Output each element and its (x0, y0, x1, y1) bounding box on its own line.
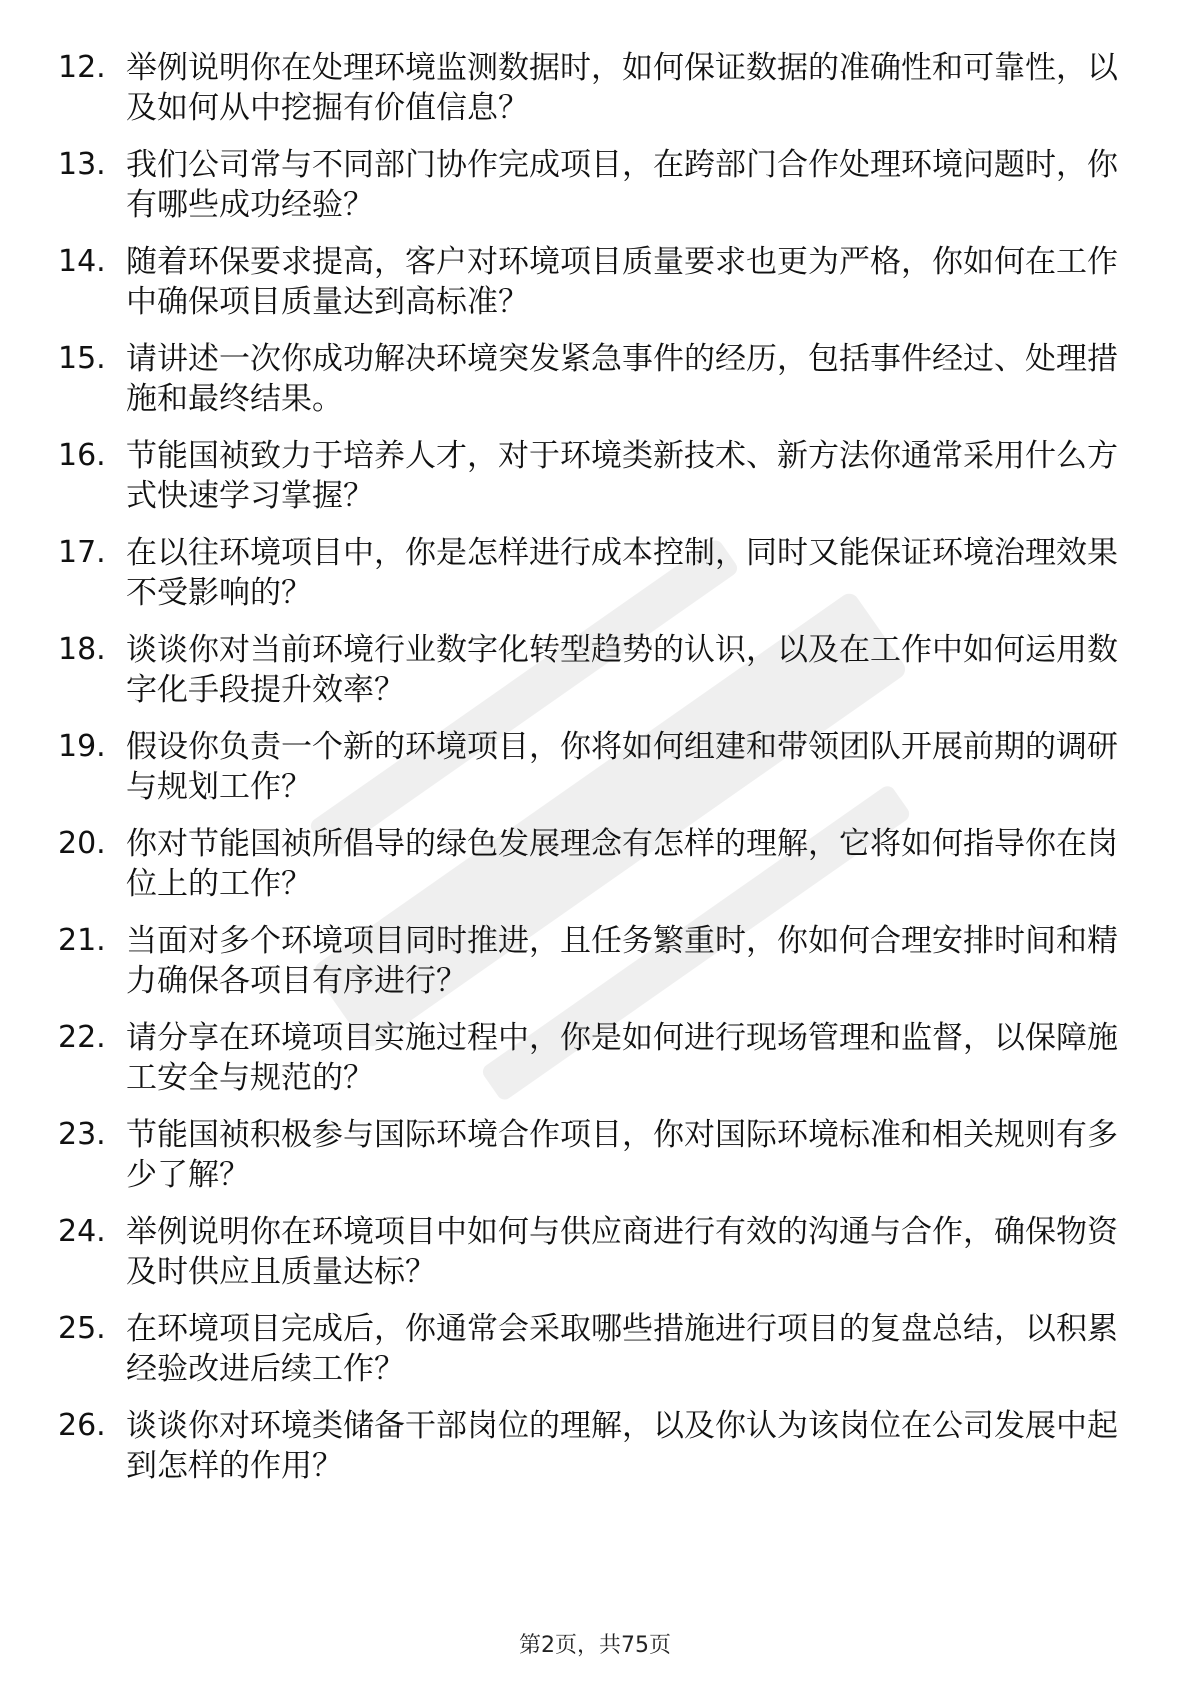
question-text: 请讲述一次你成功解决环境突发紧急事件的经历，包括事件经过、处理措施和最终结果。 (126, 341, 1118, 417)
question-text: 我们公司常与不同部门协作完成项目，在跨部门合作处理环境问题时，你有哪些成功经验？ (126, 147, 1118, 223)
list-item (0, 824, 1190, 921)
question-number: 16. (58, 438, 106, 473)
question-number: 15. (58, 341, 106, 376)
question-number: 23. (58, 1117, 106, 1152)
question-list (0, 48, 1190, 1503)
question-text: 举例说明你在环境项目中如何与供应商进行有效的沟通与合作，确保物资及时供应且质量达标？ (126, 1214, 1118, 1290)
list-item (0, 1018, 1190, 1115)
list-item (0, 48, 1190, 145)
list-item (0, 1406, 1190, 1503)
question-text: 谈谈你对当前环境行业数字化转型趋势的认识，以及在工作中如何运用数字化手段提升效率？ (126, 632, 1118, 708)
list-item (0, 921, 1190, 1018)
list-item (0, 145, 1190, 242)
list-item (0, 1309, 1190, 1406)
question-number: 17. (58, 535, 106, 570)
list-item (0, 533, 1190, 630)
question-number: 14. (58, 244, 106, 279)
question-text: 你对节能国祯所倡导的绿色发展理念有怎样的理解，它将如何指导你在岗位上的工作？ (126, 826, 1118, 902)
page-footer: 第2页，共75页 (519, 1633, 671, 1658)
question-text: 在环境项目完成后，你通常会采取哪些措施进行项目的复盘总结，以积累经验改进后续工作？ (126, 1311, 1118, 1387)
question-text: 当面对多个环境项目同时推进，且任务繁重时，你如何合理安排时间和精力确保各项目有序进行？ (126, 923, 1118, 999)
question-number: 22. (58, 1020, 106, 1055)
question-number: 20. (58, 826, 106, 861)
question-number: 19. (58, 729, 106, 764)
list-item (0, 242, 1190, 339)
list-item (0, 1212, 1190, 1309)
question-text: 在以往环境项目中，你是怎样进行成本控制，同时又能保证环境治理效果不受影响的？ (126, 535, 1118, 611)
question-text: 节能国祯积极参与国际环境合作项目，你对国际环境标准和相关规则有多少了解？ (126, 1117, 1118, 1193)
list-item (0, 727, 1190, 824)
question-number: 25. (58, 1311, 106, 1346)
question-number: 26. (58, 1408, 106, 1443)
question-text: 节能国祯致力于培养人才，对于环境类新技术、新方法你通常采用什么方式快速学习掌握？ (126, 438, 1118, 514)
question-text: 随着环保要求提高，客户对环境项目质量要求也更为严格，你如何在工作中确保项目质量达到高标准？ (126, 244, 1118, 320)
list-item (0, 1115, 1190, 1212)
list-item (0, 339, 1190, 436)
question-text: 请分享在环境项目实施过程中，你是如何进行现场管理和监督，以保障施工安全与规范的？ (126, 1020, 1118, 1096)
question-text: 谈谈你对环境类储备干部岗位的理解，以及你认为该岗位在公司发展中起到怎样的作用？ (126, 1408, 1118, 1484)
question-text: 举例说明你在处理环境监测数据时，如何保证数据的准确性和可靠性，以及如何从中挖掘有价值信息？ (126, 50, 1118, 126)
question-number: 13. (58, 147, 106, 182)
list-item (0, 630, 1190, 727)
question-number: 12. (58, 50, 106, 85)
question-number: 18. (58, 632, 106, 667)
question-number: 24. (58, 1214, 106, 1249)
question-number: 21. (58, 923, 106, 958)
list-item (0, 436, 1190, 533)
question-text: 假设你负责一个新的环境项目，你将如何组建和带领团队开展前期的调研与规划工作？ (126, 729, 1118, 805)
